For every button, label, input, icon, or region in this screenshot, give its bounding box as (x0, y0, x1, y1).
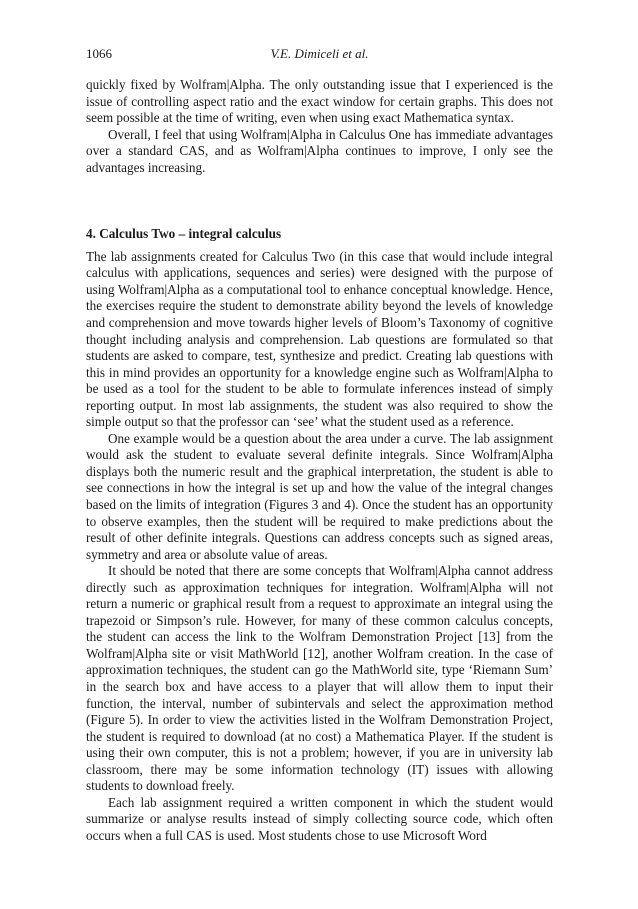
running-title: V.E. Dimiceli et al. (270, 46, 369, 61)
paragraph-written-component: Each lab assignment required a written component in which the student would summarize or analyse results instead of simply collecting source code, which often occurs when a full CAS is used. Most students chose to use Microsoft Word (86, 794, 553, 843)
paragraph-continuation: quickly fixed by Wolfram|Alpha. The only outstanding issue that I experienced is the issue of controlling aspect ratio and the exact window for certain graphs. This does not seem possible at the time of writing, even when using exact Mathematica syntax. (86, 77, 553, 126)
paragraph-lab-assignments: The lab assignments created for Calculus Two (in this case that would include integral calculus with applications, sequences and series) were designed with the purpose of using Wolfram|Alpha as a computational tool to enhance conceptual knowledge. Hence, the exercises require the student to demonstrate ability beyond the levels of knowledge and comprehension and move towards higher levels of Bloom’s Taxonomy of cognitive thought including analysis and comprehension. Lab questions are formulated so that students are asked to compare, test, synthesize and predict. Creating lab questions with this in mind provides an opportunity for a knowledge engine such as Wolfram|Alpha to be used as a tool for the student to be able to formulate inferences instead of simply reporting output. In most lab assignments, the student was also required to show the simple output so that the professor can ‘see’ what the student used as a reference. (86, 248, 553, 430)
section-heading-calculus-two: 4. Calculus Two – integral calculus (86, 226, 282, 242)
page-number: 1066 (86, 46, 112, 61)
body-text (86, 77, 553, 844)
paragraph-approximation-techniques: It should be noted that there are some concepts that Wolfram|Alpha cannot address directly such as approximation techniques for integration. Wolfram|Alpha will not return a numeric or graphical result from a request to approximate an integral using the trapezoid or Simpson’s rule. However, for many of these common calculus concepts, the student can access the link to the Wolfram Demonstration Project [13] from the Wolfram|Alpha site or visit MathWorld [12], another Wolfram creation. In the case of approximation techniques, the student can go the MathWorld site, type ‘Riemann Sum’ in the search box and have access to a player that will allow them to input their function, the interval, number of subintervals and select the approximation method (Figure 5). In order to view the activities listed in the Wolfram Demonstration Project, the student is required to download (at no cost) a Mathematica Player. If the student is using their own computer, this is not a problem; however, if you are in university lab classroom, there may be some information technology (IT) issues with allowing students to download freely. (86, 563, 553, 794)
paragraph-calculus-one-conclusion: Overall, I feel that using Wolfram|Alpha in Calculus One has immediate advantages over a standard CAS, and as Wolfram|Alpha continues to improve, I only see the advantages increasing. (86, 126, 553, 175)
running-header (86, 46, 553, 64)
paragraph-area-example: One example would be a question about the area under a curve. The lab assignment would ask the student to evaluate several definite integrals. Since Wolfram|Alpha displays both the numeric result and the graphical interpretation, the student is able to see connections in how the integral is set up and how the value of the integral changes based on the limits of integration (Figures 3 and 4). Once the student has an opportunity to observe examples, then the student will be required to make predictions about the result of other definite integrals. Questions can address concepts such as signed areas, symmetry and area or absolute value of areas. (86, 430, 553, 562)
